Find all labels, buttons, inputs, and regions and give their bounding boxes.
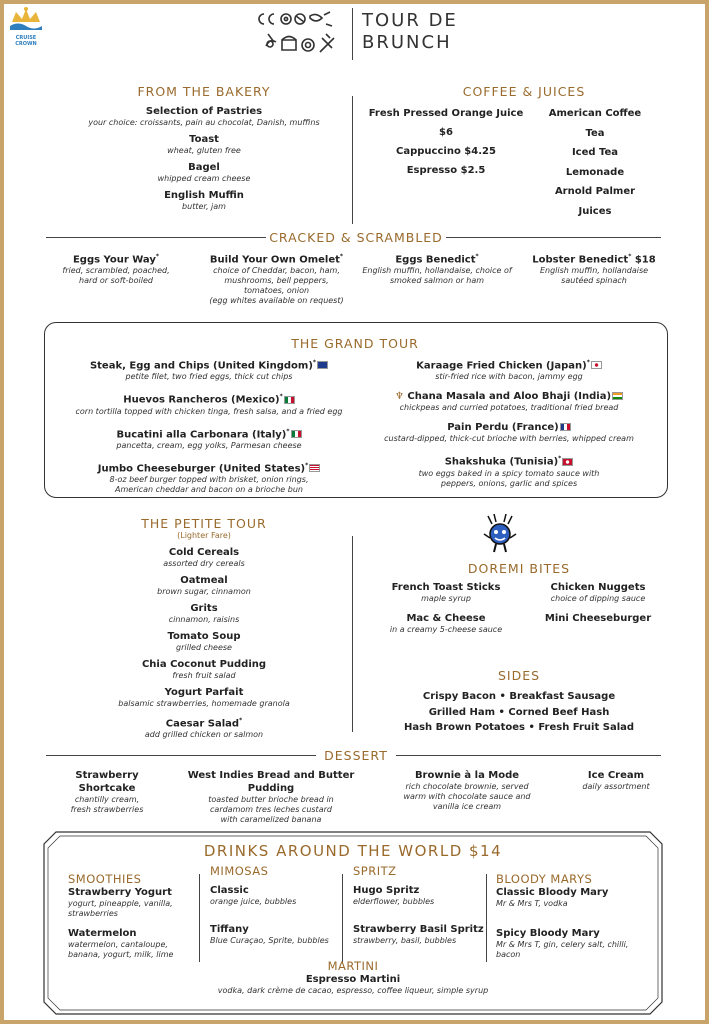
menu-item: Ice Cream daily assortment xyxy=(582,770,650,791)
cracked-heading: CRACKED & SCRAMBLED xyxy=(269,230,443,245)
petite-heading: THE PETITE TOUR xyxy=(141,516,267,531)
india-flag-icon xyxy=(612,392,623,400)
drink-desc: Mr & Mrs T, vodka xyxy=(496,899,568,908)
coffee-right-list xyxy=(536,104,654,221)
grand-left-col xyxy=(64,356,354,500)
menu-item: Toast wheat, gluten free xyxy=(167,134,241,155)
spritz-heading: SPRITZ xyxy=(353,864,397,878)
martini-section xyxy=(42,959,664,996)
drink-desc: Blue Curaçao, Sprite, bubbles xyxy=(210,936,329,945)
sides-line: Hash Brown Potatoes • Fresh Fruit Salad xyxy=(403,722,635,733)
coffee-item: Arnold Palmer xyxy=(554,186,636,197)
drink-desc: elderflower, bubbles xyxy=(353,897,435,906)
menu-item: Jumbo Cheeseburger (United States)* 8-oz beef burger topped with brisket, onion rings, American cheddar and bacon on a brioche bun xyxy=(64,459,354,495)
drink-name: Spicy Bloody Mary xyxy=(496,928,600,939)
doremi-left xyxy=(376,581,516,640)
drink-name: Watermelon xyxy=(68,928,137,939)
menu-item: Eggs Benedict* English muffin, hollandaise, choice of smoked salmon or ham xyxy=(362,253,512,286)
mexico-flag-icon xyxy=(284,396,295,404)
smoothies-col xyxy=(68,872,198,960)
coffee-item: American Coffee xyxy=(548,108,642,119)
bloody-col xyxy=(496,872,646,960)
menu-item: Build Your Own Omelet* choice of Cheddar, bacon, ham, mushrooms, bell peppers, tomatoes, onion (egg whites available on request) xyxy=(209,253,344,306)
menu-item: Chia Coconut Pudding fresh fruit salad xyxy=(141,659,267,680)
menu-item: Mac & Cheese in a creamy 5-cheese sauce xyxy=(389,613,503,634)
grand-right-col xyxy=(364,356,654,494)
coffee-item: Fresh Pressed Orange Juice $6 xyxy=(368,108,524,138)
dessert-heading: DESSERT xyxy=(324,748,388,763)
coffee-section xyxy=(364,84,684,105)
menu-item: Steak, Egg and Chips (United Kingdom)* petite filet, two fried eggs, thick cut chips xyxy=(64,356,354,382)
drink-name: Tiffany xyxy=(210,924,249,935)
doremi-mascot-icon xyxy=(482,512,518,556)
sides-section xyxy=(364,668,674,736)
menu-item: Eggs Your Way* fried, scrambled, poached, hard or soft-boiled xyxy=(62,253,170,286)
menu-item: Selection of Pastries your choice: croissants, pain au chocolat, Danish, muffins xyxy=(88,106,320,127)
menu-item: Yogurt Parfait balsamic strawberries, homemade granola xyxy=(118,687,290,708)
coffee-item: Tea xyxy=(585,127,605,139)
sides-line: Crispy Bacon • Breakfast Sausage xyxy=(422,691,616,702)
menu-item: Shakshuka (Tunisia)* two eggs baked in a spicy tomato sauce with peppers, onions, garlic and spices xyxy=(418,455,600,488)
mimosas-heading: MIMOSAS xyxy=(210,864,269,878)
bloody-heading: BLOODY MARYS xyxy=(496,872,593,886)
title-line-1: TOUR DE xyxy=(362,10,458,31)
petite-section xyxy=(64,516,344,745)
menu-item: Bucatini alla Carbonara (Italy)* pancetta, cream, egg yolks, Parmesan cheese xyxy=(116,427,302,450)
coffee-heading: COFFEE & JUICES xyxy=(462,84,586,99)
smoothies-heading: SMOOTHIES xyxy=(68,872,142,886)
menu-item: Tomato Soup grilled cheese xyxy=(167,631,241,652)
france-flag-icon xyxy=(560,423,571,431)
mimosas-col xyxy=(210,864,340,946)
drinks-heading: DRINKS AROUND THE WORLD $14 xyxy=(203,842,503,860)
grand-heading: THE GRAND TOUR xyxy=(291,336,419,351)
drink-desc: watermelon, cantaloupe, banana, yogurt, milk, lime xyxy=(68,940,174,959)
menu-item: Bagel whipped cream cheese xyxy=(157,162,251,183)
coffee-item: Lemonade xyxy=(565,166,625,178)
food-icons-cluster xyxy=(256,10,344,56)
menu-item: West Indies Bread and Butter Pudding toasted butter brioche bread in cardamom tres leches custard with caramelized banana xyxy=(187,770,355,824)
martini-heading: MARTINI xyxy=(327,959,379,973)
drink-name: Espresso Martini xyxy=(305,974,401,985)
italy-flag-icon xyxy=(291,430,302,438)
japan-flag-icon xyxy=(591,361,602,369)
coffee-item: Juices xyxy=(578,205,612,217)
coffee-item: Espresso $2.5 xyxy=(406,165,486,176)
menu-item: Pain Perdu (France) custard-dipped, thick-cut brioche with berries, whipped cream xyxy=(384,422,634,444)
spritz-col xyxy=(353,864,493,946)
drink-name: Classic Bloody Mary xyxy=(496,887,609,898)
drink-name: Hugo Spritz xyxy=(353,885,420,896)
drink-desc: Mr & Mrs T, gin, celery salt, chilli, bacon xyxy=(496,940,629,959)
coffee-item: Cappuccino $4.25 xyxy=(396,146,496,157)
menu-item: Caesar Salad* add grilled chicken or salmon xyxy=(144,717,264,740)
menu-item: ♆ Chana Masala and Aloo Bhaji (India) chickpeas and curried potatoes, traditional fried bread xyxy=(364,390,654,413)
drink-desc: yogurt, pineapple, vanilla, strawberries xyxy=(68,899,173,918)
menu-item: Oatmeal brown sugar, cinnamon xyxy=(157,575,251,596)
menu-item: Brownie à la Mode rich chocolate brownie, served warm with chocolate sauce and vanilla ice cream xyxy=(403,770,531,811)
drink-desc: orange juice, bubbles xyxy=(210,897,297,906)
drink-desc: strawberry, basil, bubbles xyxy=(353,936,457,945)
bakery-heading: FROM THE BAKERY xyxy=(137,84,271,99)
menu-item: Mini Cheeseburger xyxy=(544,613,652,624)
tunisia-flag-icon xyxy=(562,458,573,466)
us-flag-icon xyxy=(309,464,320,472)
title-line-2: BRUNCH xyxy=(362,32,452,53)
menu-item: Grits cinnamon, raisins xyxy=(168,603,240,624)
drink-name: Strawberry Yogurt xyxy=(68,887,172,898)
menu-item: French Toast Sticks maple syrup xyxy=(391,582,501,603)
coffee-left-list xyxy=(366,104,526,180)
petite-subheading: (Lighter Fare) xyxy=(177,531,231,540)
uk-flag-icon xyxy=(317,361,328,369)
menu-item: Karaage Fried Chicken (Japan)* stir-fried rice with bacon, jammy egg xyxy=(364,356,654,382)
drink-name: Strawberry Basil Spritz xyxy=(353,924,484,935)
sides-line: Grilled Ham • Corned Beef Hash xyxy=(428,706,610,718)
drink-desc: vodka, dark crème de cacao, espresso, coffee liqueur, simple syrup xyxy=(217,986,489,995)
menu-item: Cold Cereals assorted dry cereals xyxy=(163,547,245,568)
cruise-crown-logo xyxy=(6,6,46,47)
sides-heading: SIDES xyxy=(497,668,541,683)
doremi-heading: DOREMI BITES xyxy=(467,561,571,576)
menu-page xyxy=(4,4,705,1020)
menu-item: Huevos Rancheros (Mexico)* corn tortilla topped with chicken tinga, fresh salsa, and a fried egg xyxy=(75,393,343,416)
doremi-right xyxy=(518,581,678,630)
menu-item: English Muffin butter, jam xyxy=(164,190,244,211)
drink-name: Classic xyxy=(210,885,249,896)
coffee-item: Iced Tea xyxy=(571,147,619,158)
bakery-section xyxy=(64,84,344,217)
menu-item: Chicken Nuggets choice of dipping sauce xyxy=(550,582,646,603)
vegetarian-icon: ♆ xyxy=(394,391,408,403)
logo-text: CRUISE CROWN xyxy=(15,35,37,47)
menu-item: Lobster Benedict* $18 English muffin, hollandaise sautéed spinach xyxy=(532,253,656,286)
page-title xyxy=(362,10,458,54)
menu-item: Strawberry Shortcake chantilly cream, fresh strawberries xyxy=(70,770,144,814)
